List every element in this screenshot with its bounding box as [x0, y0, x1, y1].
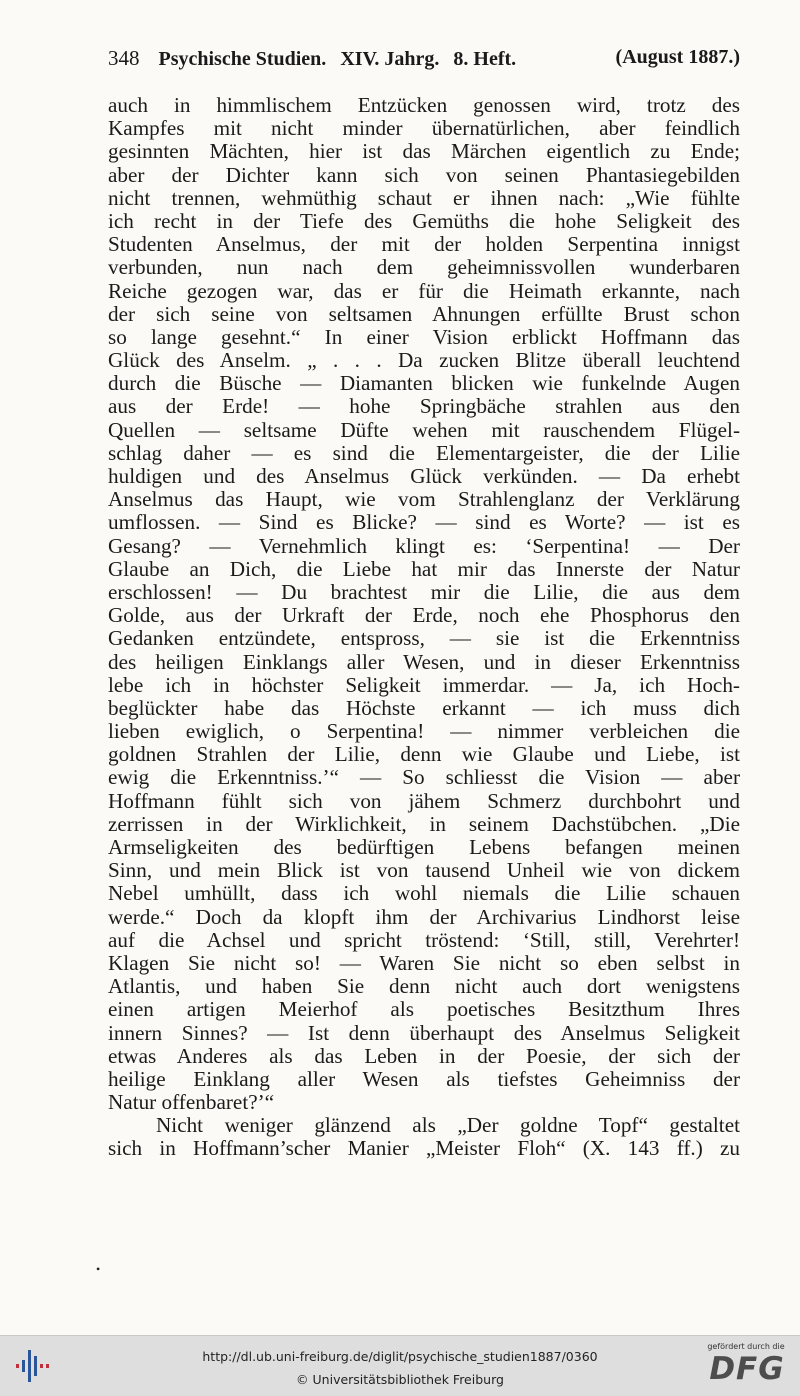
text-line: des heiligen Einklangs aller Wesen, und in dieser Erkenntniss: [108, 649, 740, 674]
text-line: so lange gesehnt.“ In einer Vision erblickt Hoffmann das: [108, 324, 740, 349]
text-line: ewig die Erkenntniss.’“ — So schliesst die Vision — aber: [108, 765, 740, 790]
text-line: Sinn, und mein Blick ist von tausend Unheil wie von dickem: [108, 858, 740, 883]
copyright-notice: © Universitätsbibliothek Freiburg: [296, 1372, 504, 1387]
issue-label: 8. Heft.: [453, 48, 517, 70]
page-number: 348: [108, 46, 140, 70]
text-line: Hoffmann fühlt sich von jähem Schmerz durchbohrt und: [108, 788, 740, 813]
journal-title: Psychische Studien.: [158, 48, 327, 70]
text-line: erschlossen! — Du brachtest mir die Lilie, die aus dem: [108, 579, 740, 604]
text-line: umflossen. — Sind es Blicke? — sind es Worte? — ist es: [108, 510, 740, 535]
text-line: ich recht in der Tiefe des Gemüths die hohe Seligkeit des: [108, 208, 740, 233]
text-line: auch in himmlischem Entzücken genossen wird, trotz des: [108, 93, 740, 117]
text-line: Armseligkeiten des bedürftigen Lebens befangen meinen: [108, 835, 740, 859]
text-line: etwas Anderes als das Leben in der Poesie, der sich der: [108, 1043, 740, 1068]
text-line: einen artigen Meierhof als poetisches Besitzthum Ihres: [108, 997, 740, 1022]
text-line: nicht trennen, wehmüthig schaut er ihnen nach: „Wie fühlte: [108, 185, 740, 210]
funder-caption: gefördert durch die: [707, 1342, 785, 1351]
text-line: Quellen — seltsame Düfte wehen mit rauschendem Flügel-: [108, 417, 740, 442]
text-line: zerrissen in der Wirklichkeit, in seinem Dachstübchen. „Die: [108, 811, 740, 836]
text-line: gesinnten Mächten, hier ist das Märchen eigentlich zu Ende;: [108, 139, 740, 164]
text-line: heilige Einklang aller Wesen als tiefstes Geheimniss der: [108, 1066, 740, 1091]
text-line: beglückter habe das Höchste erkannt — ich muss dich: [108, 695, 740, 720]
text-line: werde.“ Doch da klopft ihm der Archivarius Lindhorst leise: [108, 904, 740, 929]
issue-date: (August 1887.): [615, 46, 740, 68]
text-line: lebe ich in höchster Seligkeit immerdar. — Ja, ich Hoch-: [108, 672, 740, 697]
text-line: durch die Büsche — Diamanten blicken wie funkelnde Augen: [108, 371, 740, 396]
volume-label: XIV. Jahrg.: [340, 48, 440, 70]
text-line: Gedanken entzündete, entspross, — sie ist die Erkenntniss: [108, 626, 740, 651]
text-line: innern Sinnes? — Ist denn überhaupt des Anselmus Seligkeit: [108, 1020, 740, 1045]
stray-mark: •: [96, 1262, 101, 1276]
text-line: Anselmus das Haupt, wie vom Strahlenglanz der Verklärung: [108, 487, 740, 512]
text-line: Glaube an Dich, die Liebe hat mir das Innerste der Natur: [108, 556, 740, 581]
text-line: Glück des Anselm. „ . . . Da zucken Blitze überall leuchtend: [108, 348, 740, 373]
text-line: aus der Erde! — hohe Springbäche strahlen aus den: [108, 394, 740, 419]
text-line: Klagen Sie nicht so! — Waren Sie nicht so eben selbst in: [108, 950, 740, 975]
text-line: Reiche gezogen war, das er für die Heimath erkannte, nach: [108, 278, 740, 303]
text-line: Natur offenbaret?’“: [108, 1090, 275, 1115]
running-header: [108, 46, 740, 76]
dfg-logo: [700, 1342, 792, 1392]
text-line: huldigen und des Anselmus Glück verkünden. — Da erhebt: [108, 464, 740, 488]
text-line: schlag daher — es sind die Elementargeister, die der Lilie: [108, 440, 740, 465]
permalink-url[interactable]: http://dl.ub.uni-freiburg.de/diglit/psychische_studien1887/0360: [202, 1349, 598, 1364]
text-line: lieben ewiglich, o Serpentina! — nimmer verbleichen die: [108, 719, 740, 744]
text-line: Nebel umhüllt, dass ich wohl niemals die Lilie schauen: [108, 881, 740, 906]
text-line: Golde, aus der Urkraft der Erde, noch ehe Phosphorus den: [108, 603, 740, 628]
viewer-footer: [0, 1335, 800, 1396]
text-line: Kampfes mit nicht minder übernatürlichen, aber feindlich: [108, 116, 740, 141]
text-line: Nicht weniger glänzend als „Der goldne Topf“ gestaltet: [156, 1113, 740, 1138]
text-line: aber der Dichter kann sich von seinen Phantasiegebilden: [108, 162, 740, 187]
text-line: goldnen Strahlen der Lilie, denn wie Glaube und Liebe, ist: [108, 742, 740, 767]
text-line: sich in Hoffmann’scher Manier „Meister Floh“ (X. 143 ff.) zu: [108, 1136, 740, 1161]
text-line: Studenten Anselmus, der mit der holden Serpentina innigst: [108, 232, 740, 257]
text-line: der sich seine von seltsamen Ahnungen erfüllte Brust schon: [108, 301, 740, 326]
dfg-logo-text: DFG: [709, 1351, 785, 1387]
text-line: auf die Achsel und spricht tröstend: ‘Still, still, Verehrter!: [108, 927, 740, 952]
text-line: Atlantis, und haben Sie denn nicht auch dort wenigstens: [108, 974, 740, 999]
body-text: [108, 94, 740, 1161]
text-line: verbunden, nun nach dem geheimnissvollen wunderbaren: [108, 255, 740, 280]
text-line: Gesang? — Vernehmlich klingt es: ‘Serpentina! — Der: [108, 533, 740, 558]
